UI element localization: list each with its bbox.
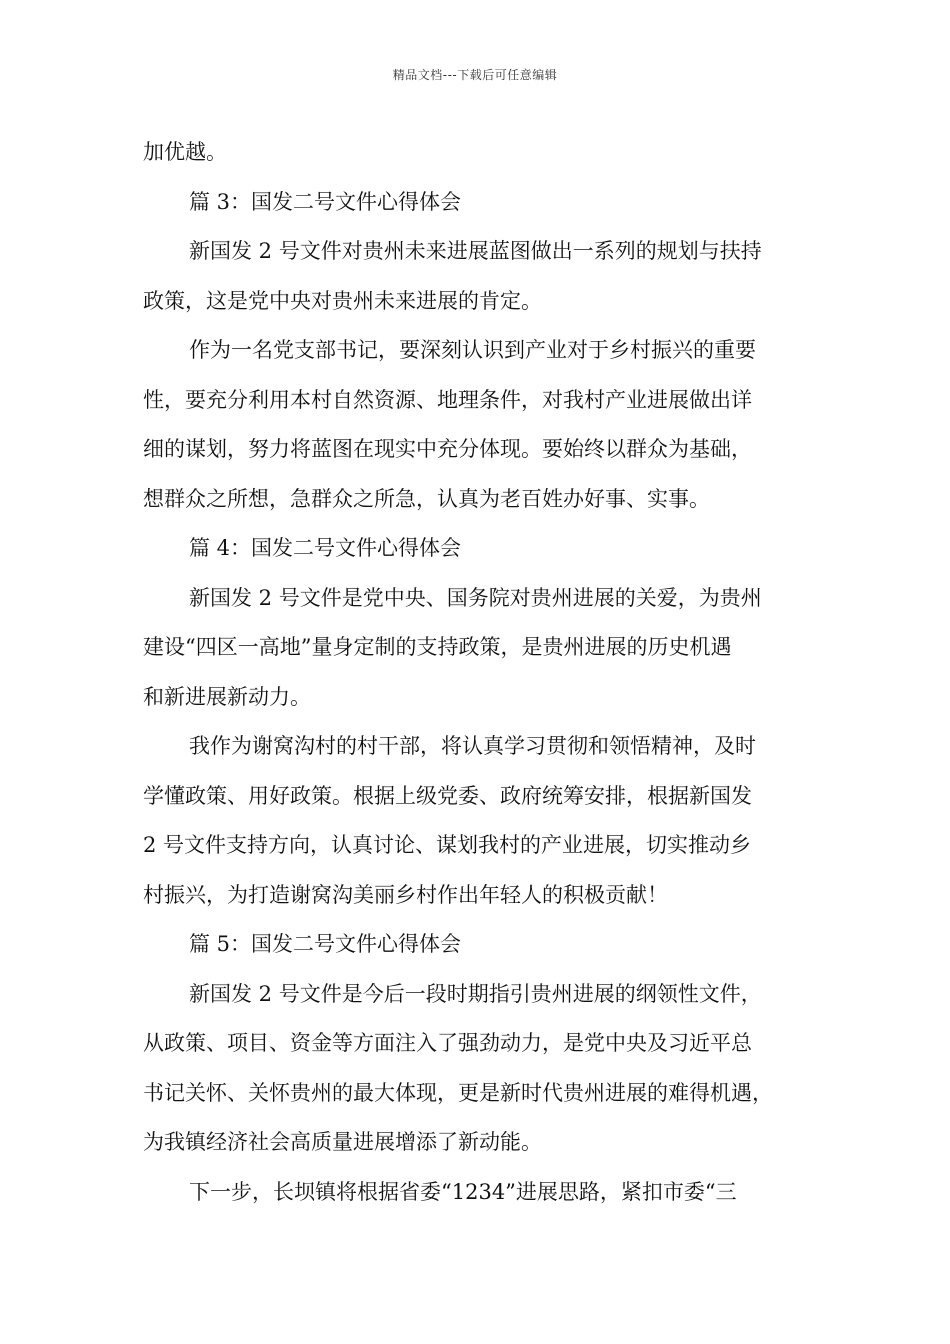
text-line: 我作为谢窝沟村的村干部，将认真学习贯彻和领悟精神，及时 (189, 734, 756, 758)
paragraph (143, 722, 815, 920)
text-line: 建设“四区一高地”量身定制的支持政策，是贵州进展的历史机遇 (143, 635, 732, 659)
text-line: 书记关怀、关怀贵州的最大体现，更是新时代贵州进展的难得机遇， (143, 1080, 773, 1105)
paragraph (143, 326, 815, 524)
text-line: 学懂政策、用好政策。根据上级党委、政府统筹安排，根据新国发 (143, 783, 752, 808)
text-line: 篇 4：国发二号文件心得体会 (189, 536, 462, 560)
text-line: 篇 3：国发二号文件心得体会 (189, 189, 462, 214)
text-line: 政策，这是党中央对贵州未来进展的肯定。 (143, 288, 542, 313)
page-header: 精品文档---下载后可任意编辑 (392, 68, 558, 82)
text-line: 村振兴，为打造谢窝沟美丽乡村作出年轻人的积极贡献！ (143, 882, 668, 907)
text-line: 作为一名党支部书记，要深刻认识到产业对于乡村振兴的重要 (189, 338, 756, 362)
text-line: 细的谋划，努力将蓝图在现实中充分体现。要始终以群众为基础， (143, 437, 752, 461)
text-line: 为我镇经济社会高质量进展增添了新动能。 (143, 1130, 542, 1154)
paragraph (143, 574, 815, 723)
text-line: 加优越。 (143, 140, 227, 164)
paragraph (143, 920, 815, 970)
text-line: 篇 5：国发二号文件心得体会 (189, 932, 462, 956)
text-line: 想群众之所想，急群众之所急，认真为老百姓办好事、实事。 (143, 486, 710, 511)
text-line: 新国发 2 号文件对贵州未来进展蓝图做出一系列的规划与扶持 (189, 239, 762, 263)
paragraph (143, 227, 815, 326)
text-line: 下一步，长坝镇将根据省委“1234”进展思路，紧扣市委“三 (189, 1179, 737, 1204)
paragraph (143, 1168, 815, 1218)
text-line: 从政策、项目、资金等方面注入了强劲动力，是党中央及习近平总 (143, 1031, 752, 1055)
paragraph (143, 524, 815, 574)
text-line: 新国发 2 号文件是今后一段时期指引贵州进展的纲领性文件， (189, 981, 762, 1006)
paragraph (143, 178, 815, 228)
document-body (143, 128, 815, 1217)
text-line: 新国发 2 号文件是党中央、国务院对贵州进展的关爱，为贵州 (189, 585, 762, 610)
text-line: 2 号文件支持方向，认真讨论、谋划我村的产业进展，切实推动乡 (143, 833, 752, 857)
text-line: 性，要充分利用本村自然资源、地理条件，对我村产业进展做出详 (143, 387, 752, 412)
paragraph (143, 128, 815, 178)
text-line: 和新进展新动力。 (143, 684, 311, 709)
paragraph (143, 970, 815, 1168)
